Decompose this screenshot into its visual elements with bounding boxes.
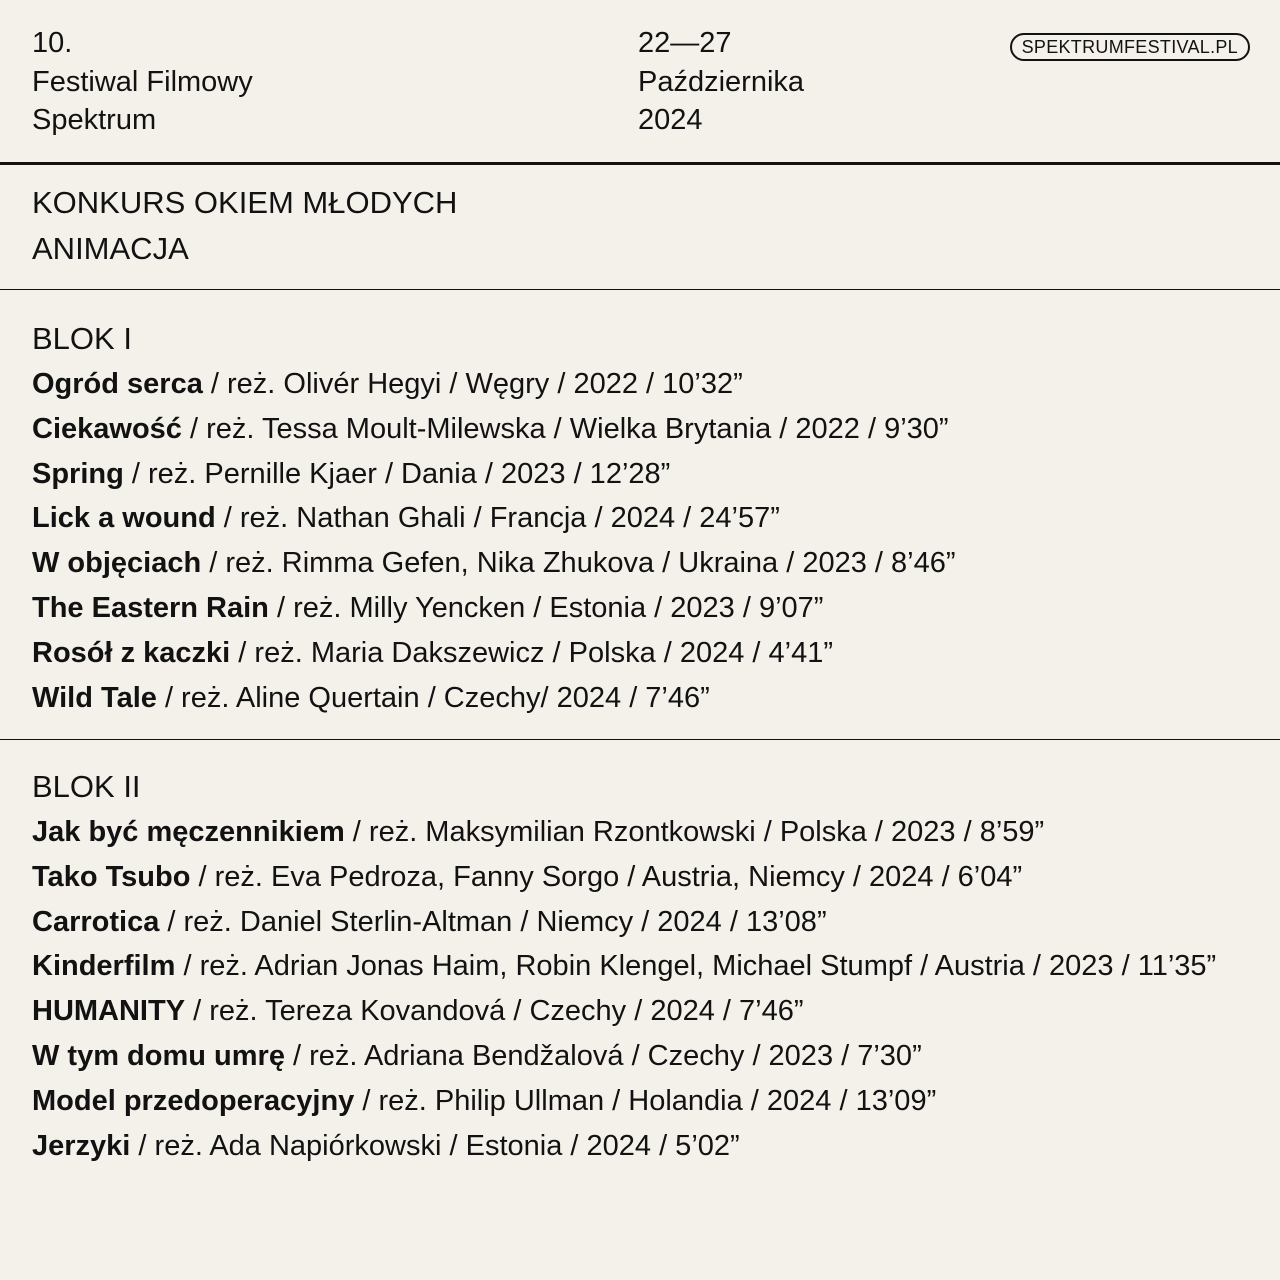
film-entry <box>32 900 1232 945</box>
film-entry <box>32 944 1232 989</box>
film-list <box>32 362 1232 720</box>
film-title: Ciekawość <box>32 412 182 445</box>
film-title: W objęciach <box>32 547 202 580</box>
section-title-line-2: ANIMACJA <box>32 231 189 266</box>
film-details: / reż. Philip Ullman / Holandia / 2024 / 13’09” <box>354 1084 937 1117</box>
film-list <box>32 810 1232 1168</box>
film-title: Lick a wound <box>32 502 216 535</box>
film-title: Rosół z kaczki <box>32 636 231 669</box>
film-entry <box>32 362 1232 407</box>
film-details: / reż. Daniel Sterlin-Altman / Niemcy / 2024 / 13’08” <box>159 905 827 938</box>
film-details: / reż. Ada Napiórkowski / Estonia / 2024 / 5’02” <box>130 1129 740 1162</box>
film-details: / reż. Aline Quertain / Czechy/ 2024 / 7’46” <box>156 681 710 714</box>
block-heading: BLOK II <box>32 769 141 804</box>
film-details: / reż. Adriana Bendžalová / Czechy / 2023 / 7’30” <box>284 1039 922 1072</box>
festival-year: 2024 <box>638 104 703 136</box>
film-entry <box>32 1034 1232 1079</box>
block-heading: BLOK I <box>32 321 132 356</box>
film-details: / reż. Nathan Ghali / Francja / 2024 / 24’57” <box>215 502 780 535</box>
film-title: Model przedoperacyjny <box>32 1084 355 1117</box>
film-title: Jak być męczennikiem <box>32 816 345 848</box>
film-title: Spring <box>32 457 124 490</box>
film-entry <box>32 586 1232 631</box>
section-divider <box>0 289 1280 290</box>
film-details: / reż. Olivér Hegyi / Węgry / 2022 / 10’32” <box>202 368 743 400</box>
festival-dates: 22—27 <box>638 27 732 59</box>
section-title <box>32 180 457 272</box>
film-details: / reż. Eva Pedroza, Fanny Sorgo / Austria, Niemcy / 2024 / 6’04” <box>190 860 1023 893</box>
festival-name-line-1: Festiwal Filmowy <box>32 65 253 98</box>
film-title: Ogród serca <box>32 368 203 400</box>
film-entry <box>32 810 1232 855</box>
film-title: The Eastern Rain <box>32 591 269 624</box>
festival-name-block <box>32 24 253 140</box>
program-block-1 <box>32 316 1232 720</box>
block-divider <box>0 739 1280 740</box>
film-entry <box>32 1079 1232 1124</box>
section-title-line-1: KONKURS OKIEM MŁODYCH <box>32 185 458 220</box>
edition-number: 10. <box>32 27 73 59</box>
film-details: / reż. Maksymilian Rzontkowski / Polska / 2023 / 8’59” <box>344 816 1045 848</box>
film-entry <box>32 496 1232 541</box>
film-details: / reż. Adrian Jonas Haim, Robin Klengel, Michael Stumpf / Austria / 2023 / 11’35” <box>175 950 1217 983</box>
film-entry <box>32 1124 1232 1169</box>
film-title: Jerzyki <box>32 1129 131 1162</box>
film-entry <box>32 676 1232 721</box>
film-title: HUMANITY <box>32 995 186 1028</box>
festival-dates-block <box>638 24 804 140</box>
header-divider <box>0 162 1280 165</box>
film-details: / reż. Tessa Moult-Milewska / Wielka Brytania / 2022 / 9’30” <box>181 412 949 445</box>
film-details: / reż. Tereza Kovandová / Czechy / 2024 / 7’46” <box>185 995 804 1028</box>
film-details: / reż. Milly Yencken / Estonia / 2023 / 9’07” <box>268 591 824 624</box>
film-title: Wild Tale <box>32 681 157 714</box>
festival-month: Października <box>638 65 805 98</box>
film-details: / reż. Pernille Kjaer / Dania / 2023 / 12’28” <box>123 457 671 490</box>
film-details: / reż. Rimma Gefen, Nika Zhukova / Ukraina / 2023 / 8’46” <box>201 547 956 580</box>
film-entry <box>32 631 1232 676</box>
film-entry <box>32 407 1232 452</box>
film-entry <box>32 989 1232 1034</box>
film-entry <box>32 452 1232 497</box>
film-entry <box>32 855 1232 900</box>
festival-name-line-2: Spektrum <box>32 104 157 136</box>
film-entry <box>32 541 1232 586</box>
film-details: / reż. Maria Dakszewicz / Polska / 2024 / 4’41” <box>230 636 834 669</box>
film-title: W tym domu umrę <box>32 1039 285 1072</box>
film-title: Carrotica <box>32 905 160 938</box>
film-title: Kinderfilm <box>32 950 176 983</box>
page-header <box>0 24 1280 144</box>
program-block-2 <box>32 764 1232 1168</box>
website-badge[interactable]: SPEKTRUMFESTIVAL.PL <box>1010 33 1250 61</box>
film-title: Tako Tsubo <box>32 860 191 893</box>
